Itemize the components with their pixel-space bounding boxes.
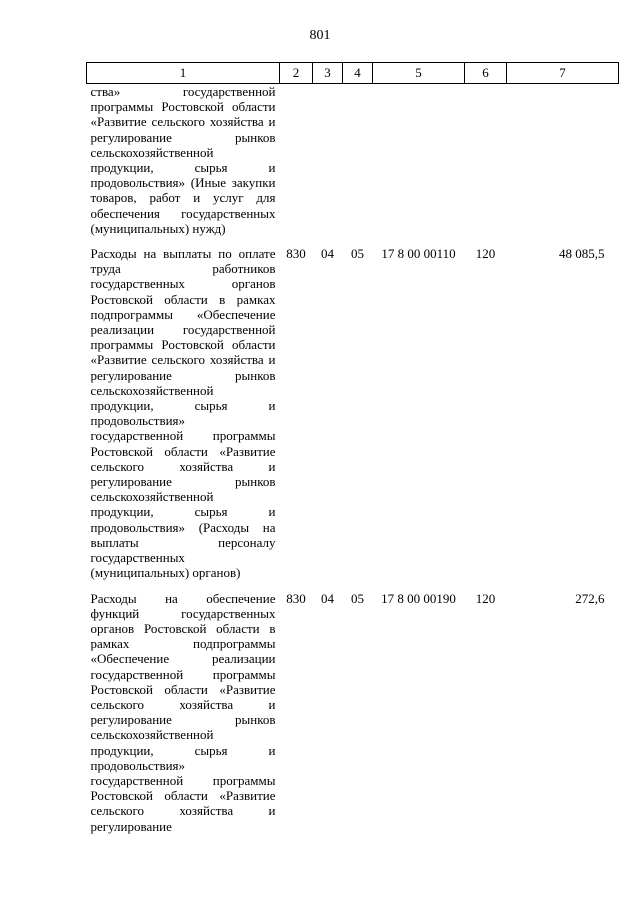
row-ministry-code: 830	[286, 246, 306, 262]
row-expense-type	[465, 84, 507, 247]
column-header-6: 6	[465, 63, 507, 84]
row-section-code	[313, 84, 343, 247]
row-target-article: 17 8 00 00190	[381, 590, 456, 606]
row-subsection-code: 05	[351, 590, 364, 606]
column-header-2: 2	[280, 63, 313, 84]
row-subsection-code: 05	[351, 246, 364, 262]
row-expense-type: 120	[475, 246, 496, 262]
table-row	[87, 246, 619, 590]
row-subsection-code	[343, 84, 373, 247]
row-description: ства» государственной программы Ростовской области «Развитие сельского хозяйства и регулирование рынков сельскохозяйственной продукции, сырья и продовольствия» (Иные закупки товаров, работ и услуг для обеспечения государственных (муниципальных) нужд)	[90, 84, 276, 236]
column-header-7: 7	[507, 63, 619, 84]
row-amount: 48 085,5	[559, 246, 605, 262]
table-row	[87, 84, 619, 247]
row-amount	[507, 84, 619, 247]
page-number: 801	[309, 28, 331, 43]
column-header-5: 5	[373, 63, 465, 84]
row-target-article: 17 8 00 00110	[381, 246, 456, 262]
row-section-code: 04	[321, 246, 334, 262]
row-description: Расходы на выплаты по оплате труда работников государственных органов Ростовской области в рамках подпрограммы «Обеспечение реализации государственной программы Ростовской области «Развитие сельского хозяйства и регулирование рынков сельскохозяйственной продукции, сырья и продовольствия» государственной программы Ростовской области «Развитие сельского хозяйства и регулирование рынков сельскохозяйственной продукции, сырья и продовольствия» (Расходы на выплаты персоналу государственных (муниципальных) органов)	[90, 246, 276, 581]
row-expense-type: 120	[475, 590, 496, 606]
budget-table	[86, 62, 619, 844]
row-ministry-code: 830	[286, 590, 306, 606]
column-header-3: 3	[313, 63, 343, 84]
column-header-4: 4	[343, 63, 373, 84]
row-target-article	[373, 84, 465, 247]
column-header-1: 1	[87, 63, 280, 84]
row-amount: 272,6	[575, 590, 605, 606]
row-ministry-code	[280, 84, 313, 247]
table-header-row	[87, 63, 619, 84]
row-description: Расходы на обеспечение функций государственных органов Ростовской области в рамках подпрограммы «Обеспечение реализации государственной программы Ростовской области «Развитие сельского хозяйства и регулирование рынков сельскохозяйственной продукции, сырья и продовольствия» государственной программы Ростовской области «Развитие сельского хозяйства и регулирование	[90, 590, 276, 834]
table-row	[87, 591, 619, 844]
row-section-code: 04	[321, 590, 334, 606]
